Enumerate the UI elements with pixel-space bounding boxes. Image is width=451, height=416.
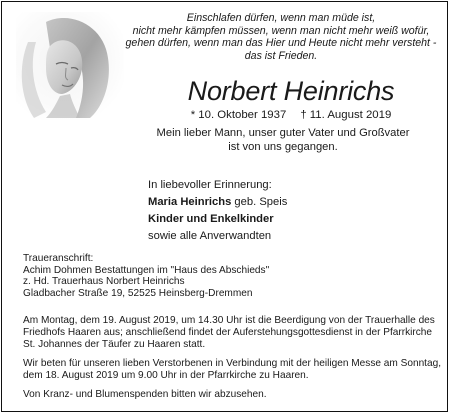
- poem-line: nicht mehr kämpfen müssen, wenn man nicht mehr weiß wofür,: [132, 24, 430, 37]
- spouse-name: Maria Heinrichs: [148, 196, 232, 208]
- mourning-line: Mein lieber Mann, unser guter Vater und Großvater: [156, 127, 410, 139]
- funeral-paragraph: [23, 315, 443, 352]
- address-line: Traueranschrift:: [23, 253, 94, 264]
- mass-paragraph: [23, 358, 443, 382]
- poem: [120, 12, 442, 62]
- spouse-entry: [148, 194, 388, 211]
- poem-line: gehen dürfen, wenn man das Hier und Heute nicht mehr versteht -: [125, 37, 437, 50]
- poem-line: Einschlafen dürfen, wenn man müde ist,: [186, 12, 376, 24]
- spouse-maiden-name: geb. Speis: [231, 196, 288, 208]
- mourning-line: ist von uns gegangen.: [228, 141, 338, 153]
- birth-date: * 10. Oktober 1937: [190, 109, 287, 121]
- flowers-paragraph: [23, 389, 443, 401]
- mourning-statement: [122, 126, 444, 154]
- poem-line: das ist Frieden.: [244, 49, 318, 62]
- paragraph-line: St. Johannes der Täufer zu Haaren statt.: [23, 339, 206, 351]
- paragraph-line: Friedhofs Haaren aus; anschließend findet der Auferstehungsgottesdienst in der Pfarrkirche: [23, 327, 433, 339]
- obituary-notice: [1, 1, 448, 412]
- relatives-entry: sowie alle Anverwandten: [148, 230, 272, 242]
- children-entry: Kinder und Enkelkinder: [148, 213, 274, 225]
- deceased-name: Norbert Heinrichs: [187, 76, 395, 106]
- paragraph-line: Am Montag, dem 19. August 2019, um 14.30 Uhr ist die Beerdigung von der Trauerhalle des: [23, 315, 435, 326]
- paragraph-line: dem 18. August 2019 um 9.00 Uhr in der Pfarrkirche zu Haaren.: [23, 370, 309, 382]
- address-line: Achim Dohmen Bestattungen im "Haus des Abschieds": [23, 264, 270, 276]
- madonna-portrait-image: [16, 12, 124, 120]
- address-line: Gladbacher Straße 19, 52525 Heinsberg-Dremmen: [23, 287, 253, 299]
- death-date: † 11. August 2019: [300, 109, 392, 121]
- paragraph-line: Von Kranz- und Blumenspenden bitten wir abzusehen.: [23, 389, 267, 400]
- memory-intro: In liebevoller Erinnerung:: [148, 179, 272, 191]
- life-dates: [162, 108, 420, 122]
- address-line: z. Hd. Trauerhaus Norbert Heinrichs: [23, 276, 185, 288]
- bereaved-list: [148, 177, 388, 245]
- paragraph-line: Wir beten für unseren lieben Verstorbenen in Verbindung mit der heiligen Messe am Sonntag,: [23, 358, 442, 369]
- mourning-address: [23, 253, 433, 299]
